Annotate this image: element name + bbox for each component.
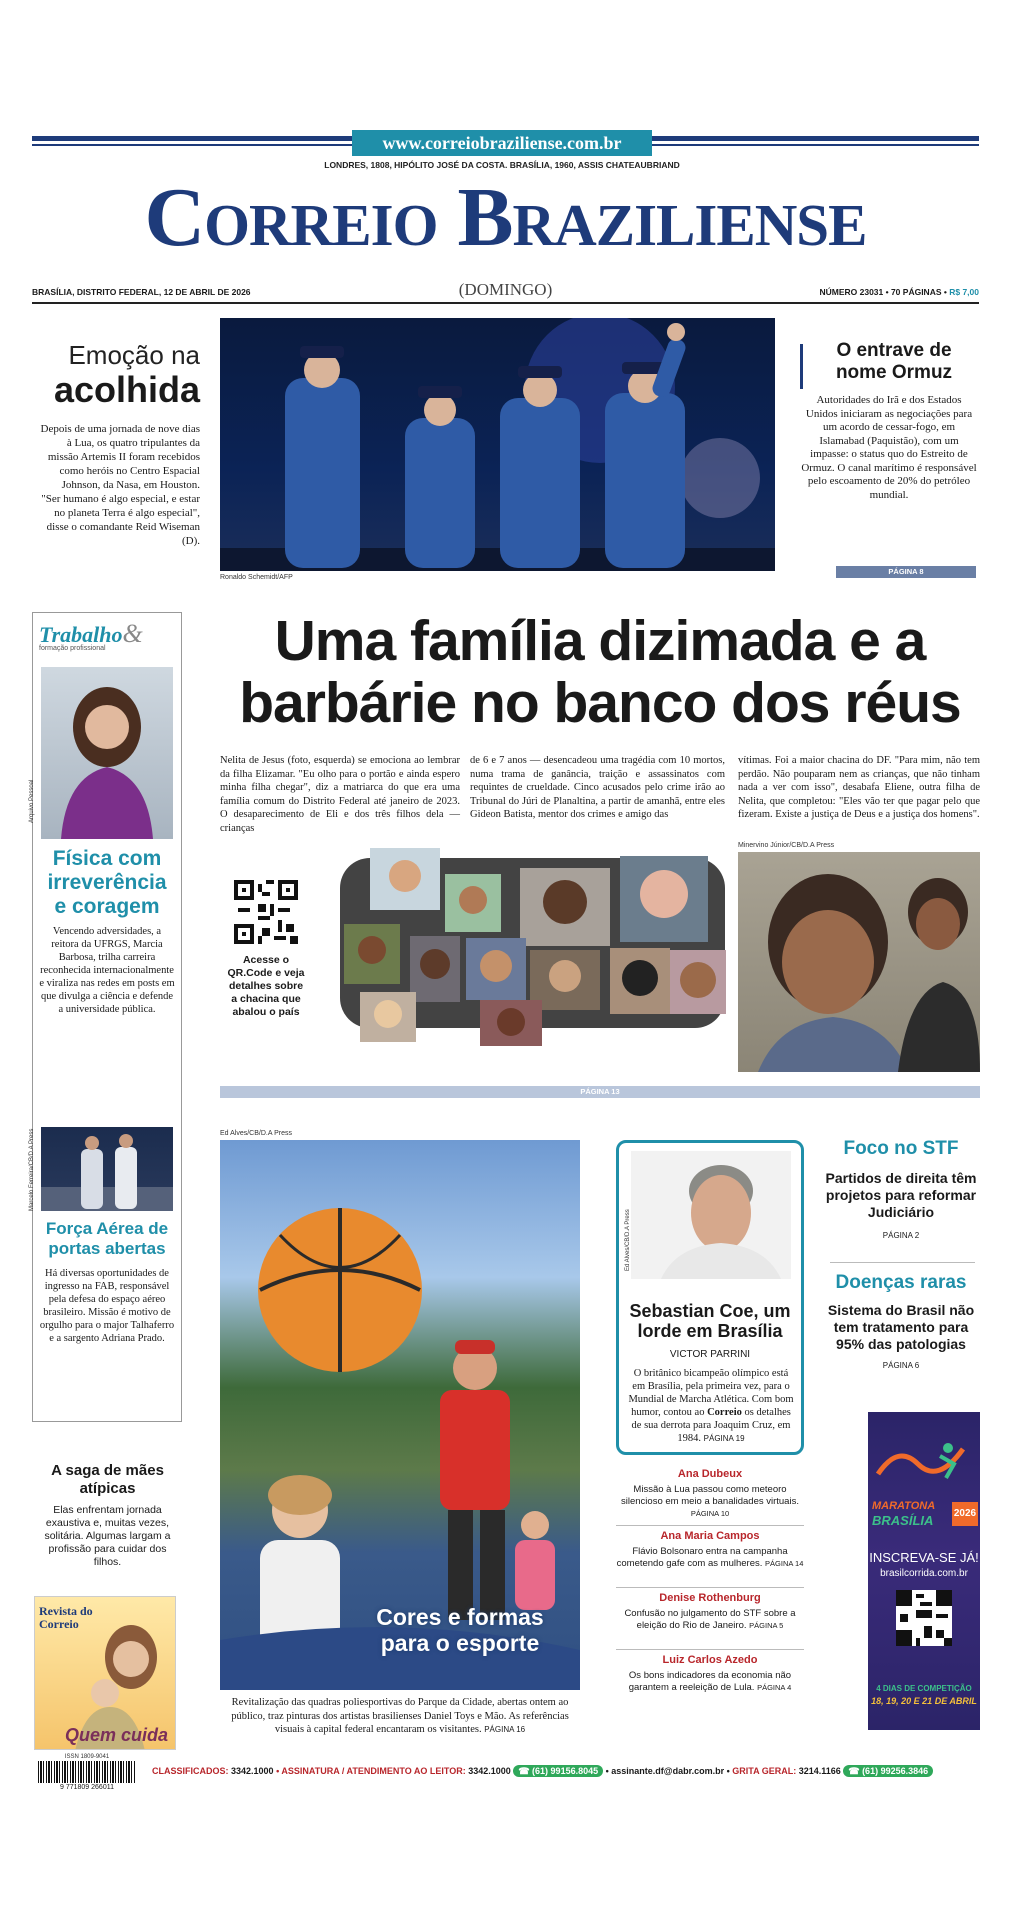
columnist-page[interactable]: PÁGINA 5 — [749, 1621, 784, 1630]
ad-cta[interactable]: INSCREVA-SE JÁ! — [869, 1550, 979, 1565]
coe-body-start: O britânico bicampeão olímpico está em Brasília, pela primeira vez, para o Mundial de Marcha Atlética. Com bom humor, contou ao — [628, 1368, 794, 1418]
coe-body-bold: Correio — [707, 1407, 742, 1418]
masthead-edition-day: (DOMINGO) — [458, 280, 553, 299]
top-left-body: Depois de uma jornada de nove dias à Lua, os quatro tripulantes da missão Artemis II foram recebidos como heróis no Centro Espacial Johnson, da Nasa, em Houston. "Ser humano é algo especial, e estar no planeta Terra é algo especial", disse o comandante Reid Wiseman (D). — [40, 423, 200, 547]
barcode-issn: ISSN 1809-9041 — [64, 1754, 110, 1760]
grita-label: GRITA GERAL: — [732, 1766, 797, 1776]
qr-code[interactable] — [234, 880, 298, 944]
whatsapp-number-1[interactable]: (61) 99156.8045 — [532, 1766, 599, 1776]
maratona-ad[interactable] — [868, 1412, 980, 1730]
issue-number: NÚMERO 23031 • 70 PÁGINAS • — [819, 287, 947, 297]
sports-caption — [220, 1696, 580, 1737]
main-page-ref[interactable]: PÁGINA 13 — [580, 1087, 620, 1096]
ad-dates: 18, 19, 20 E 21 DE ABRIL — [871, 1696, 977, 1706]
assinatura-label: • ASSINATURA / ATENDIMENTO AO LEITOR: — [276, 1766, 466, 1776]
coe-headline[interactable]: Sebastian Coe, um lorde em Brasília — [629, 1301, 791, 1341]
sidebar — [29, 612, 182, 1422]
sports-photo-credit: Ed Alves/CB/D.A Press — [220, 1130, 292, 1137]
masthead-founding-line: LONDRES, 1808, HIPÓLITO JOSÉ DA COSTA. BRASÍLIA, 1960, ASSIS CHATEAUBRIAND — [324, 160, 680, 170]
columnist-name[interactable]: Ana Maria Campos — [660, 1530, 760, 1542]
runner-logo-icon — [868, 1434, 980, 1494]
main-col-1: Nelita de Jesus (foto, esquerda) se emociona ao lembrar da filha Elizamar. "Eu olho para o portão e ainda espero minha filha chegar", diz a matriarca do que era uma família comum do Distrito Federal até janeiro de 2023. O desaparecimento de Eli e dos três filhos dela — crianças — [220, 755, 460, 834]
main-page-ref-bar[interactable] — [220, 1086, 980, 1098]
ad-site[interactable]: brasilcorrida.com.br — [880, 1568, 968, 1579]
columnist-name[interactable]: Ana Dubeux — [677, 1468, 743, 1480]
ad-title-1: MARATONA — [872, 1500, 936, 1512]
top-left-headline[interactable]: acolhida — [53, 369, 200, 410]
whatsapp-pill-2[interactable] — [843, 1765, 933, 1777]
footer-email[interactable]: • assinante.df@dabr.com.br • — [605, 1766, 730, 1776]
columnist-text-body: Missão à Lua passou como meteoro silencioso em meio a banalidades virtuais. — [621, 1484, 799, 1507]
coe-illustration — [631, 1151, 791, 1279]
masthead-issue — [752, 287, 979, 297]
columnist-name[interactable]: Luiz Carlos Azedo — [662, 1654, 758, 1666]
ad-days: 4 DIAS DE COMPETIÇÃO — [876, 1684, 972, 1693]
masthead-title: Correio Braziliense — [144, 171, 867, 264]
masthead-url-box[interactable] — [352, 130, 652, 156]
rare-page-ref[interactable]: PÁGINA 6 — [882, 1361, 920, 1370]
masthead-bottom-rule — [32, 302, 979, 304]
columnist-item[interactable] — [616, 1464, 804, 1526]
ampersand-glyph: & — [122, 619, 143, 648]
revista-cover[interactable] — [34, 1596, 176, 1750]
barcode-digits: 9 771809 266011 — [60, 1784, 114, 1791]
columnist-item[interactable] — [616, 1526, 804, 1588]
whatsapp-pill-1[interactable] — [513, 1765, 603, 1777]
ad-year: 2026 — [952, 1502, 978, 1526]
main-headline[interactable]: Uma família dizimada e a barbárie no banco dos réus — [239, 609, 961, 735]
columnist-text — [616, 1484, 804, 1520]
columnist-text — [616, 1670, 804, 1694]
sidebar-body-2: Há diversas oportunidades de ingresso na FAB, responsável pela defesa do espaço aéreo brasileiro. Missão é motivo de orgulho para o major Talhaferro e a sargento Adriana Prado. — [39, 1268, 175, 1344]
columnist-text-body: Os bons indicadores da economia não garantem a reeleição de Lula. — [628, 1670, 792, 1693]
rare-headline[interactable]: Sistema do Brasil não tem tratamento para 95% das patologias — [827, 1302, 975, 1352]
astronauts-photo-credit: Ronaldo Schemidt/AFP — [220, 574, 293, 581]
whatsapp-icon: ☎ — [848, 1766, 860, 1776]
sports-page-ref[interactable]: PÁGINA 16 — [484, 1725, 526, 1734]
coe-photo[interactable] — [631, 1151, 791, 1279]
sports-title-line-2: para o esporte — [380, 1630, 540, 1656]
coe-body-end: os detalhes de sua derrota para Joaquim Cruz, em 1984. — [631, 1407, 791, 1444]
columnist-text — [616, 1546, 804, 1570]
grita-phone[interactable]: 3214.1166 — [798, 1766, 841, 1776]
qr-code-icon — [234, 880, 298, 944]
sidebar-headline-2[interactable]: Força Aérea de portas abertas — [45, 1219, 169, 1258]
columnist-page[interactable]: PÁGINA 10 — [690, 1509, 730, 1518]
issue-price: R$ 7,00 — [949, 287, 979, 297]
ormuz-page-ref[interactable]: PÁGINA 8 — [836, 566, 976, 578]
rare-diseases-story[interactable] — [822, 1272, 980, 1370]
columnist-item[interactable] — [616, 1650, 804, 1712]
classificados-label: CLASSIFICADOS: — [152, 1766, 229, 1776]
ormuz-headline[interactable]: O entrave de nome Ormuz — [835, 340, 953, 383]
columnist-page[interactable]: PÁGINA 4 — [757, 1683, 792, 1692]
fab-illustration — [41, 1127, 173, 1211]
whatsapp-icon: ☎ — [518, 1766, 530, 1776]
fab-photo-credit: Marcelo Ferreira/CB/D.A Press — [29, 1128, 35, 1211]
top-left-kicker: Emoção na — [68, 340, 200, 370]
top-left-story[interactable] — [40, 340, 200, 550]
sports-photo[interactable] — [220, 1140, 580, 1690]
nelita-illustration — [738, 852, 980, 1072]
coe-box[interactable] — [616, 1140, 804, 1455]
qr-caption: Acesse o QR.Code e veja detalhes sobre a chacina que abalou o país — [227, 954, 305, 1018]
ad-qr-code[interactable] — [896, 1590, 952, 1646]
sidebar-headline-3[interactable]: A saga de mães atípicas — [51, 1462, 164, 1497]
ad-qr-icon — [896, 1590, 952, 1646]
revista-cover-text: Quem cuida — [65, 1725, 169, 1745]
astronauts-photo[interactable] — [220, 318, 775, 571]
barcode-bars — [38, 1761, 136, 1783]
fab-photo[interactable] — [41, 1127, 173, 1211]
victims-collage-illustration — [330, 838, 730, 1046]
assinatura-phone[interactable]: 3342.1000 — [468, 1766, 511, 1776]
victims-collage[interactable] — [330, 838, 730, 1046]
reitora-illustration — [41, 667, 173, 839]
main-col-2: de 6 e 7 anos — desencadeou uma tragédia com 10 mortos, numa trama de ganância, traição e assassinatos com requintes de crueldade. Cinco acusados pelo crime irão ao Tribunal do Júri de Planaltina, a partir de amanhã, entre eles Gideon Batista, mentor dos crimes e amigo das — [470, 755, 725, 820]
ormuz-story[interactable] — [800, 340, 978, 575]
footer-contact-line — [152, 1766, 980, 1777]
sidebar-body-1: Vencendo adversidades, a reitora da UFRGS, Marcia Barbosa, trilha carreira reconhecida internacionalmente e viraliza nas redes em posts em que divulga a ciência e defende a universidade pública. — [39, 926, 175, 1015]
sports-title-line-1: Cores e formas — [376, 1604, 544, 1630]
sidebar-headline-1[interactable]: Física com irreverência e coragem — [47, 847, 167, 918]
columnist-text — [616, 1608, 804, 1632]
columnists — [616, 1464, 804, 1712]
columnist-item[interactable] — [616, 1588, 804, 1650]
barcode — [32, 1754, 142, 1792]
sidebar-header[interactable] — [39, 619, 175, 661]
footer — [32, 1754, 980, 1792]
columnist-page[interactable]: PÁGINA 14 — [765, 1559, 804, 1568]
sidebar-body-3: Elas enfrentam jornada exaustiva e, muitas vezes, solitária. Algumas largam a profissão para cuidar dos filhos. — [44, 1504, 171, 1568]
masthead-url[interactable]: www.correiobraziliense.com.br — [382, 133, 622, 153]
coe-page-ref[interactable]: PÁGINA 19 — [703, 1434, 745, 1443]
revista-title: Revista do Correio — [39, 1604, 93, 1631]
ad-title-2: BRASÍLIA — [872, 1513, 934, 1528]
saga-story[interactable] — [40, 1462, 175, 1569]
sports-photo-title — [340, 1604, 580, 1656]
sidebar-section-subtitle: formação profissional — [39, 645, 106, 652]
coe-body — [627, 1367, 795, 1445]
main-col-3: vítimas. Foi a maior chacina do DF. "Para mim, não tem perdão. Não pouparam nem as crianças, que não tinham nada a ver com isso", desabafa Eliene, outra filha de Nelita, que completou: "Eles vão ter que pagar pelo que fizeram. Existe a justiça de Deus e a justiça dos homens". — [738, 755, 980, 820]
classificados-phone[interactable]: 3342.1000 — [231, 1766, 274, 1776]
rare-kicker: Doenças raras — [835, 1272, 967, 1293]
right-column-divider — [830, 1262, 975, 1263]
stf-kicker: Foco no STF — [843, 1138, 959, 1159]
masthead-date: BRASÍLIA, DISTRITO FEDERAL, 12 DE ABRIL DE 2026 — [32, 287, 251, 297]
nelita-photo-credit: Minervino Júnior/CB/D.A Press — [738, 842, 835, 849]
coe-byline: VICTOR PARRINI — [669, 1349, 751, 1360]
reitora-photo[interactable] — [41, 667, 173, 839]
nelita-photo[interactable] — [738, 852, 980, 1072]
whatsapp-number-2[interactable]: (61) 99256.3846 — [862, 1766, 929, 1776]
ormuz-accent-bar — [800, 344, 803, 389]
sports-caption-text: Revitalização das quadras poliesportivas do Parque da Cidade, abertas ontem ao público, traz pinturas dos artistas brasilienses Daniel Toys e Mão. As referências visuais à capital federal encantaram os visitantes. — [231, 1697, 569, 1735]
columnist-text-body: Confusão no julgamento do STF sobre a eleição do Rio de Janeiro. — [624, 1608, 796, 1631]
stf-story[interactable] — [822, 1138, 980, 1240]
ormuz-body: Autoridades do Irã e dos Estados Unidos iniciaram as negociações para um acordo de cessar-fogo, em Islamabad (Paquistão), com um impasse: o status quo do Estreito de Ormuz. O canal marítimo é responsável pelo escoamento de 20% do petróleo mundial. — [801, 394, 977, 501]
astronauts-illustration — [220, 318, 775, 571]
coe-photo-credit: Ed Alves/CB/D.A Press — [625, 1209, 631, 1271]
columnist-text-body: Flávio Bolsonaro entra na campanha cometendo gafe com as mulheres. — [616, 1546, 788, 1569]
sidebar-section-title[interactable]: Trabalho — [39, 622, 123, 647]
stf-headline[interactable]: Partidos de direita têm projetos para reformar Judiciário — [825, 1170, 977, 1220]
masthead — [32, 130, 979, 310]
stf-page-ref[interactable]: PÁGINA 2 — [882, 1231, 920, 1240]
reitora-photo-credit: Arquivo Pessoal — [29, 779, 35, 823]
columnist-name[interactable]: Denise Rothenburg — [659, 1592, 761, 1604]
